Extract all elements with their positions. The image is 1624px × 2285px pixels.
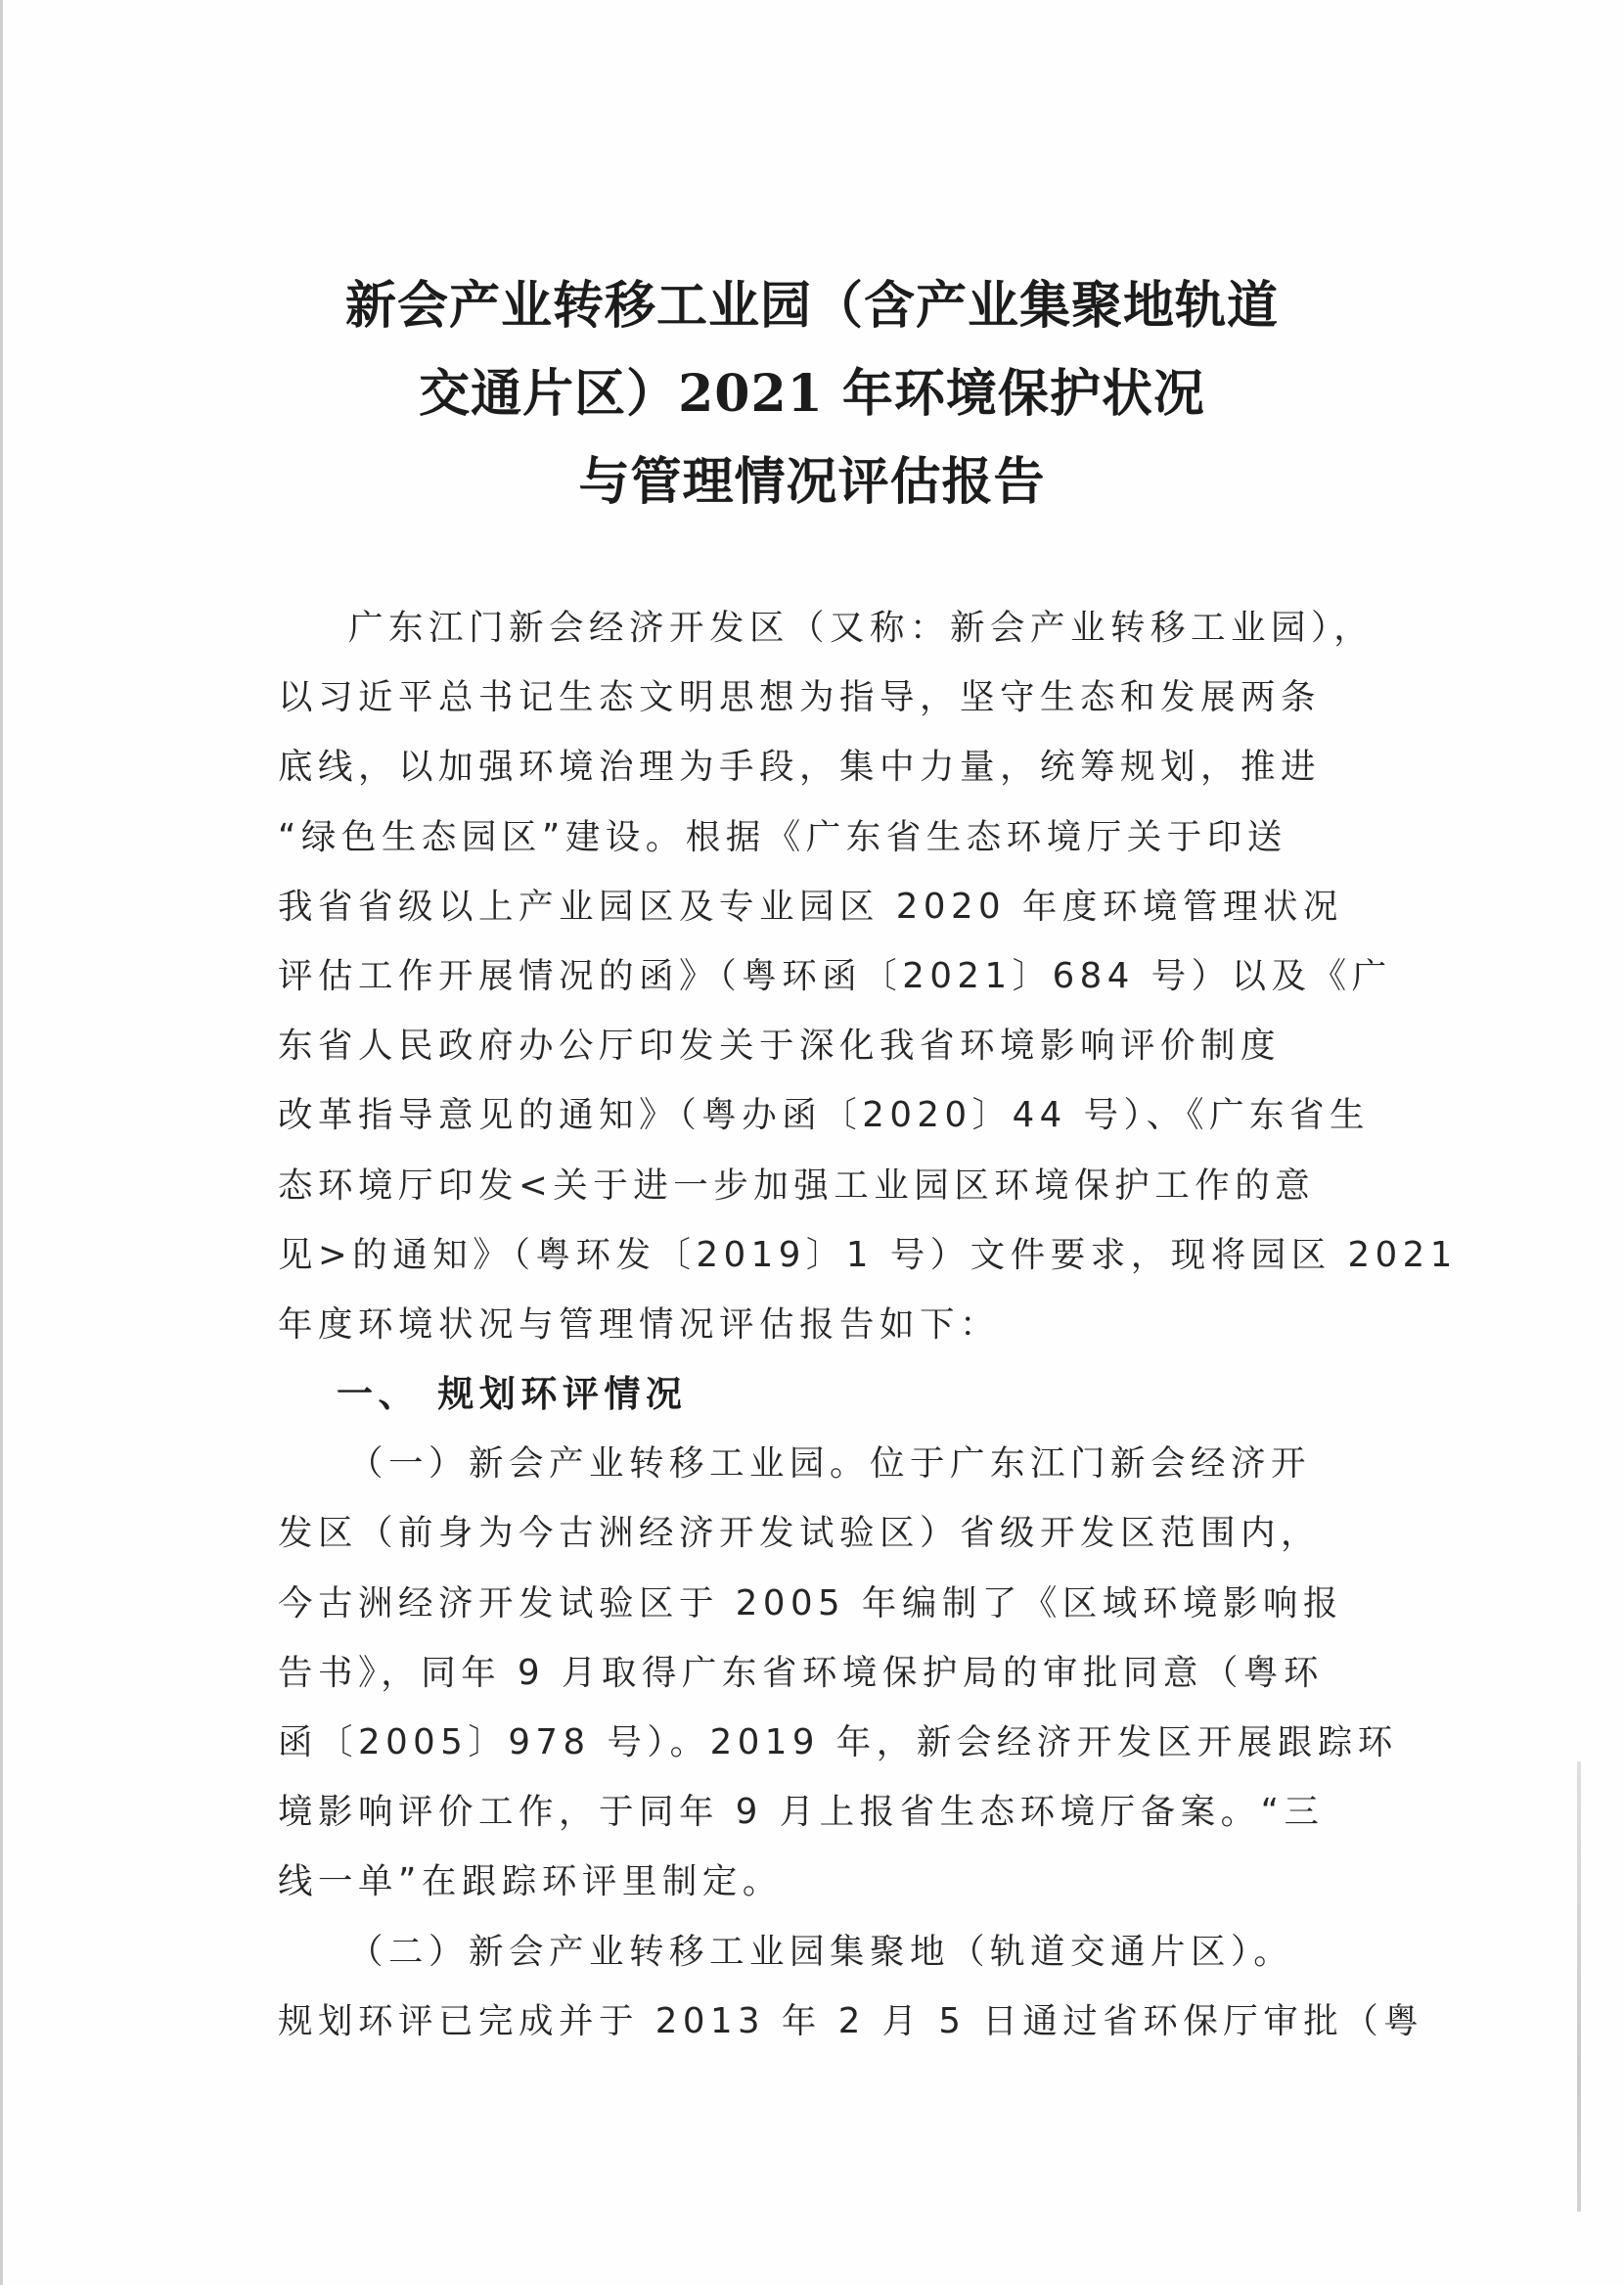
paragraph-section1-1-line: 发区（前身为今古洲经济开发试验区）省级开发区范围内，	[278, 1513, 1322, 1554]
paragraph-intro-line: 改革指导意见的通知》（粤办函〔2020〕44 号）、《广东省生	[278, 1095, 1371, 1136]
paragraph-intro-line: 以习近平总书记生态文明思想为指导，坚守生态和发展两条	[278, 677, 1322, 718]
paragraph-intro-line: 底线，以加强环境治理为手段，集中力量，统筹规划，推进	[278, 747, 1322, 788]
document-title	[245, 262, 1379, 526]
paragraph-intro-line: 评估工作开展情况的函》（粤环函〔2021〕684 号）以及《广	[278, 955, 1392, 996]
paragraph-intro-line: 态环境厅印发<关于进一步加强工业园区环境保护工作的意	[278, 1165, 1316, 1206]
paragraph-intro-line: 年度环境状况与管理情况评估报告如下：	[278, 1303, 1001, 1345]
paragraph-section1-2-line: 规划环评已完成并于 2013 年 2 月 5 日通过省环保厅审批（粤	[278, 2000, 1424, 2041]
paragraph-intro-line: “绿色生态园区”建设。根据《广东省生态环境厅关于印送	[278, 816, 1287, 857]
paragraph-intro-line: 东省人民政府办公厅印发关于深化我省环境影响评价制度	[278, 1026, 1282, 1067]
paragraph-section1-1-line: （一）新会产业转移工业园。位于广东江门新会经济开	[348, 1443, 1312, 1485]
paragraph-section1-2-line: （二）新会产业转移工业园集聚地（轨道交通片区）。	[348, 1931, 1294, 1972]
title-line-3: 与管理情况评估报告	[578, 452, 1046, 512]
section-heading-1: 一、 规划环评情况	[337, 1373, 688, 1416]
scan-edge-right	[1577, 1761, 1581, 2212]
document-body	[278, 593, 1458, 2056]
paragraph-intro-line: 见>的通知》（粤环发〔2019〕1 号）文件要求，现将园区 2021	[278, 1234, 1458, 1275]
title-line-2: 交通片区）2021 年环境保护状况	[419, 364, 1205, 424]
paragraph-intro-line: 我省省级以上产业园区及专业园区 2020 年度环境管理状况	[278, 886, 1343, 927]
paragraph-section1-1-line: 函〔2005〕978 号）。2019 年，新会经济开发区开展跟踪环	[278, 1722, 1398, 1762]
title-line-1: 新会产业转移工业园（含产业集聚地轨道	[344, 276, 1279, 336]
paragraph-section1-1-line: 告书》，同年 9 月取得广东省环境保护局的审批同意（粤环	[278, 1652, 1324, 1693]
scan-edge-left	[0, 0, 3, 2285]
paragraph-section1-1-line: 境影响评价工作，于同年 9 月上报省生态环境厅备案。“三	[278, 1792, 1325, 1833]
paragraph-section1-1-line: 今古洲经济开发试验区于 2005 年编制了《区域环境影响报	[278, 1582, 1343, 1623]
paragraph-intro-line: 广东江门新会经济开发区（又称：新会产业转移工业园），	[348, 608, 1375, 648]
paragraph-section1-1-line: 线一单”在跟踪环评里制定。	[278, 1861, 783, 1902]
